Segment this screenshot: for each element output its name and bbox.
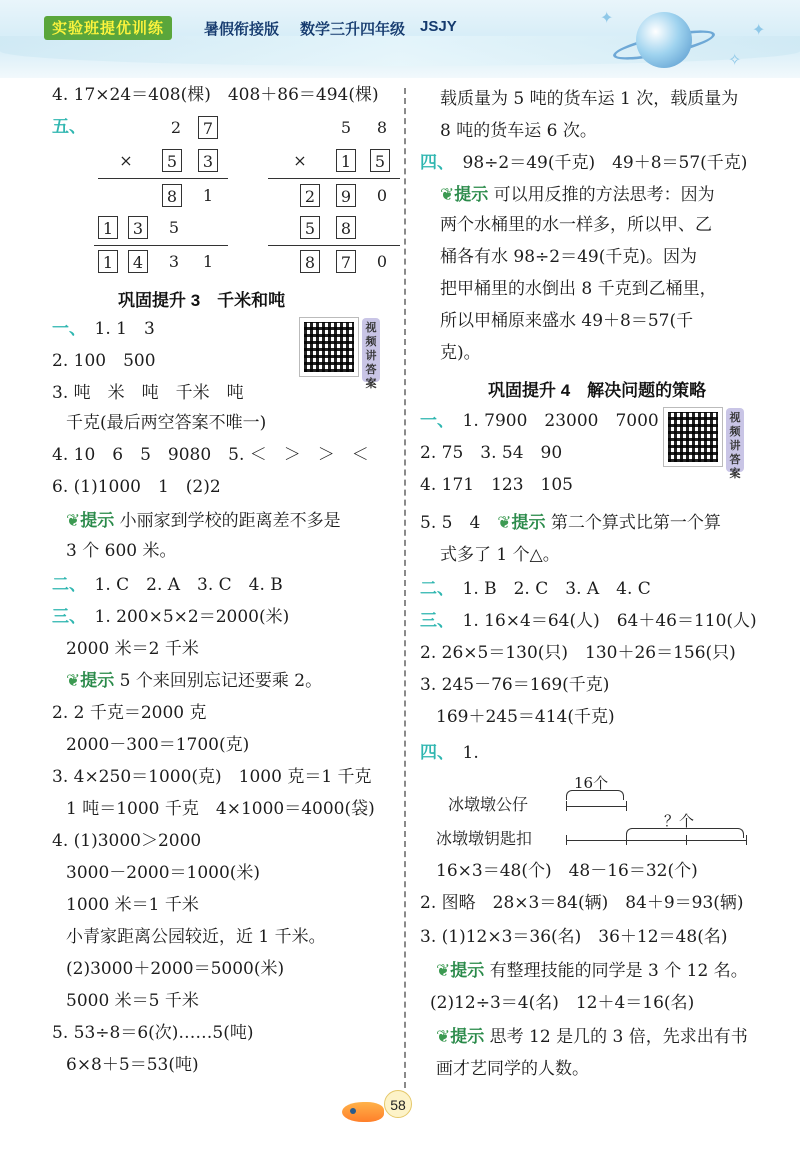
answer-line: 8 吨的货车运 6 次。 — [440, 121, 597, 141]
answer-box: 2 — [300, 184, 320, 207]
section-number: 三、 — [420, 611, 446, 631]
tip-text: 5 个来回别忘记还要乘 2。 — [119, 671, 323, 691]
digit: 2 — [170, 118, 182, 137]
tip-text: 可以用反推的方法思考：因为 — [493, 185, 715, 205]
subject-label: 数学三升四年级 — [300, 21, 406, 38]
tip-label: 提示 — [80, 511, 115, 530]
tip-text: 思考 12 是几的 3 倍，先求出有书 — [489, 1027, 748, 1047]
leaf-icon: ❦ — [66, 511, 81, 531]
section-title: 巩固提升 3 千米和吨 — [118, 291, 286, 310]
tip-line: 3 个 600 米。 — [66, 541, 177, 561]
digit: 8 — [376, 118, 388, 137]
answer-box: 1 — [98, 250, 118, 273]
section-number: 二、 — [52, 575, 78, 595]
answer-text: 1. B 2. C 3. A 4. C — [462, 579, 651, 599]
answer-line: 169＋245＝414(千克) — [436, 707, 615, 727]
leaf-icon: ❦ — [497, 513, 512, 533]
answer-line: 千克(最后两空答案不唯一) — [66, 413, 267, 433]
answer-line: 4. 171 123 105 — [420, 475, 573, 495]
answer-text: 98÷2＝49(千克) 49＋8＝57(千克) — [462, 153, 748, 173]
diagram-tick — [626, 801, 627, 811]
answer-line: 小青家距离公园较近，近 1 千米。 — [66, 927, 326, 947]
diagram-row-label: 冰墩墩钥匙扣 — [436, 829, 533, 848]
answer-line — [420, 576, 651, 602]
star-icon: ✧ — [728, 50, 742, 69]
answer-text: 1. — [462, 743, 479, 763]
answer-box: 4 — [128, 250, 148, 273]
digit: 0 — [376, 252, 388, 271]
answer-line: 2. 75 3. 54 90 — [420, 443, 563, 463]
answer-box: 5 — [370, 149, 390, 172]
answer-line: 3. 吨 米 吨 千米 吨 — [52, 383, 244, 403]
tip-label: 提示 — [454, 185, 489, 204]
diagram-tick — [566, 801, 567, 811]
qr-code[interactable] — [300, 318, 358, 376]
answer-line: 2. 图略 28×3＝84(辆) 84＋9＝93(辆) — [420, 893, 744, 913]
section-number: 一、 — [420, 411, 446, 431]
diagram-top-label: 16个 — [574, 774, 609, 792]
tip-text: 小丽家到学校的距离差不多是 — [119, 511, 341, 531]
tip-line — [440, 182, 715, 208]
tip-label: 提示 — [80, 671, 115, 690]
answer-line — [52, 316, 155, 342]
qr-code[interactable] — [664, 408, 722, 466]
rule-line — [268, 178, 400, 179]
section-number: 三、 — [52, 607, 78, 627]
answer-line: 6. (1)1000 1 (2)2 — [52, 477, 221, 497]
answer-box: 3 — [198, 149, 218, 172]
qr-tag: 视频讲答案 — [362, 318, 380, 382]
digit: 5 — [168, 218, 180, 237]
answer-line — [420, 740, 479, 766]
times-sign: × — [293, 151, 307, 170]
answer-line: 2. 26×5＝130(只) 130＋26＝156(只) — [420, 643, 736, 663]
answer-line: 1000 米＝1 千米 — [66, 895, 199, 915]
digit: 0 — [376, 186, 388, 205]
leaf-icon: ❦ — [66, 671, 81, 691]
tip-line — [66, 668, 322, 694]
tip-line — [436, 1024, 748, 1050]
tip-text: 第二个算式比第一个算 — [550, 513, 721, 533]
answer-line: 3. 245－76＝169(千克) — [420, 675, 610, 695]
submarine-fish-icon — [342, 1102, 384, 1122]
diagram-brace — [626, 828, 744, 838]
rule-line — [94, 245, 228, 246]
answer-box: 1 — [336, 149, 356, 172]
answer-box: 5 — [300, 216, 320, 239]
answer-box: 3 — [128, 216, 148, 239]
diagram-tick — [566, 835, 567, 845]
answer-line — [52, 604, 289, 630]
answer-line — [420, 608, 757, 634]
tip-line: 两个水桶里的水一样多，所以甲、乙 — [440, 215, 712, 235]
answer-text: 1. 7900 23000 7000 — [462, 411, 659, 431]
answer-line: 16×3＝48(个) 48－16＝32(个) — [436, 861, 698, 881]
tip-line — [436, 958, 748, 984]
diagram-segment — [566, 840, 746, 841]
tip-label: 提示 — [450, 1027, 485, 1046]
answer-box: 8 — [336, 216, 356, 239]
answer-line: 载质量为 5 吨的货车运 1 次，载质量为 — [440, 89, 739, 109]
answer-line: (2)12÷3＝4(名) 12＋4＝16(名) — [430, 993, 695, 1013]
digit: 1 — [202, 186, 214, 205]
answer-box: 7 — [198, 116, 218, 139]
digit: 1 — [202, 252, 214, 271]
answer-line: 2. 100 500 — [52, 351, 156, 371]
answer-line: 5000 米＝5 千米 — [66, 991, 199, 1011]
diagram-row-label: 冰墩墩公仔 — [448, 795, 529, 814]
answer-box: 9 — [336, 184, 356, 207]
tip-line: 画才艺同学的人数。 — [436, 1059, 589, 1079]
header-banner — [0, 0, 800, 78]
section-number: 四、 — [420, 743, 446, 763]
planet-icon — [636, 12, 692, 68]
diagram-segment — [566, 806, 626, 807]
tip-text: 有整理技能的同学是 3 个 12 名。 — [489, 961, 748, 981]
brand-label: 实验班提优训练 — [44, 16, 172, 40]
answer-line: 2000 米＝2 千米 — [66, 639, 199, 659]
answer-line: 5. 53÷8＝6(次)……5(吨) — [52, 1023, 254, 1043]
page-number: 58 — [384, 1090, 412, 1118]
tip-line: 桶各有水 98÷2＝49(千克)。因为 — [440, 247, 697, 267]
tip-line — [66, 508, 341, 534]
answer-text: 1. C 2. A 3. C 4. B — [94, 575, 283, 595]
answer-box: 7 — [336, 250, 356, 273]
section-number: 二、 — [420, 579, 446, 599]
answer-text: 1. 16×4＝64(人) 64＋46＝110(人) — [462, 611, 757, 631]
tip-line: 克)。 — [440, 343, 481, 363]
digit: 5 — [340, 118, 352, 137]
answer-line: 6×8＋5＝53(吨) — [66, 1055, 199, 1075]
tip-label: 提示 — [511, 513, 546, 532]
answer-line — [52, 572, 283, 598]
tip-line: 把甲桶里的水倒出 8 千克到乙桶里， — [440, 279, 717, 299]
qr-tag: 视频讲答案 — [726, 408, 744, 472]
times-sign: × — [119, 151, 133, 170]
answer-line: 4. (1)3000＞2000 — [52, 831, 202, 851]
column-divider — [404, 88, 406, 1088]
answer-line: 4. 10 6 5 9080 5. ＜ ＞ ＞ ＜ — [52, 445, 369, 465]
answer-box: 5 — [162, 149, 182, 172]
section-number: 四、 — [420, 153, 446, 173]
answer-line: 1 吨＝1000 千克 4×1000＝4000(袋) — [66, 799, 375, 819]
answer-box: 8 — [162, 184, 182, 207]
answer-line: (2)3000＋2000＝5000(米) — [66, 959, 285, 979]
diagram-question-label: ？个 — [664, 812, 695, 830]
leaf-icon: ❦ — [436, 1027, 451, 1047]
tip-label: 提示 — [450, 961, 485, 980]
section-number: 一、 — [52, 319, 78, 339]
diagram-brace — [566, 790, 624, 800]
answer-box: 1 — [98, 216, 118, 239]
digit: 3 — [168, 252, 180, 271]
answer-line: 3. 4×250＝1000(克) 1000 克＝1 千克 — [52, 767, 372, 787]
answer-text: 5. 5 4 — [420, 513, 481, 533]
tip-line: 所以甲桶原来盛水 49＋8＝57(千 — [440, 311, 694, 331]
answer-line — [420, 510, 721, 536]
answer-line — [420, 408, 659, 434]
rule-line — [268, 245, 400, 246]
tip-line: 式多了 1 个△。 — [440, 545, 560, 565]
section-number: 五、 — [52, 117, 86, 137]
answer-text: 1. 200×5×2＝2000(米) — [94, 607, 290, 627]
rule-line — [98, 178, 228, 179]
answer-line: 2. 2 千克＝2000 克 — [52, 703, 207, 723]
answer-line: 4. 17×24＝408(棵) 408＋86＝494(棵) — [52, 85, 379, 105]
answer-line: 2000－300＝1700(克) — [66, 735, 250, 755]
section-title: 巩固提升 4 解决问题的策略 — [488, 381, 707, 400]
answer-line — [420, 150, 747, 176]
leaf-icon: ❦ — [440, 185, 455, 205]
answer-line: 3000－2000＝1000(米) — [66, 863, 261, 883]
star-icon: ✦ — [752, 20, 766, 39]
code-label: JSJY — [420, 18, 457, 35]
diagram-tick — [626, 835, 627, 845]
diagram-tick — [686, 835, 687, 845]
answer-line: 3. (1)12×3＝36(名) 36＋12＝48(名) — [420, 927, 728, 947]
star-icon: ✦ — [600, 8, 614, 27]
leaf-icon: ❦ — [436, 961, 451, 981]
edition-label: 暑假衔接版 — [204, 21, 280, 38]
answer-box: 8 — [300, 250, 320, 273]
answer-text: 1. 1 3 — [94, 319, 155, 339]
diagram-tick — [746, 835, 747, 845]
